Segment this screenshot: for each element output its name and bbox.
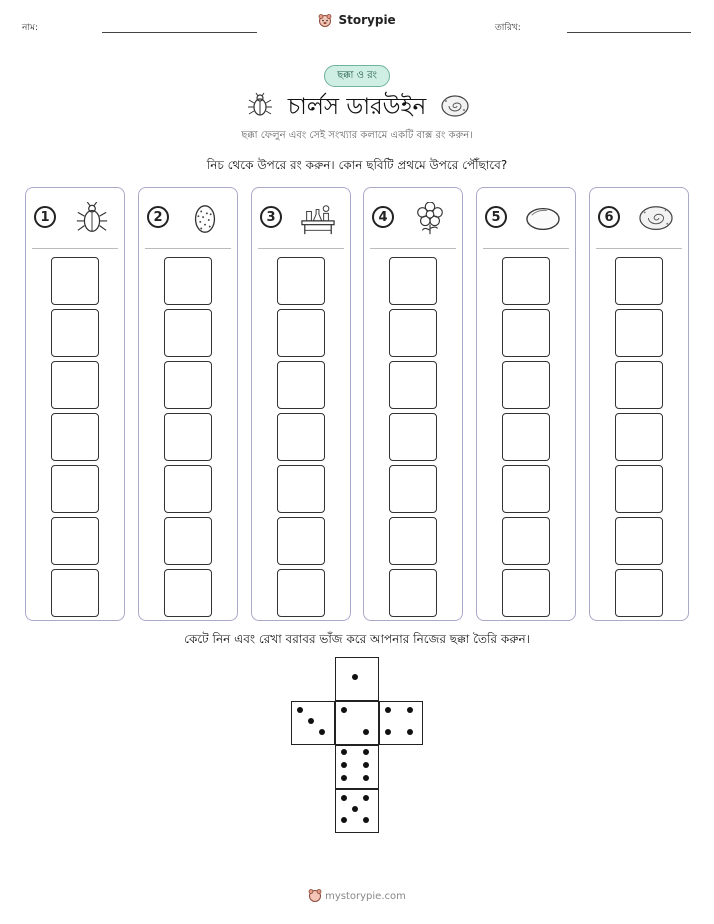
color-box[interactable] (51, 517, 99, 565)
color-box[interactable] (389, 569, 437, 617)
die-pip (352, 674, 358, 680)
die-pip (363, 795, 369, 801)
subtitle: ছক্কা ফেলুন এবং সেই সংখ্যার কলামে একটি বাক্স রং করুন। (241, 130, 473, 141)
color-box[interactable] (502, 465, 550, 513)
column-divider (483, 248, 569, 249)
die-pip (363, 749, 369, 755)
column-1 (25, 187, 125, 621)
page-title: চার্লস ডারউইন (287, 94, 427, 120)
color-box[interactable] (389, 257, 437, 305)
footer-url[interactable]: mystorypie.com (325, 891, 406, 902)
color-box[interactable] (164, 413, 212, 461)
color-box[interactable] (277, 569, 325, 617)
die-pip (341, 817, 347, 823)
color-box[interactable] (51, 413, 99, 461)
die-face-1 (335, 657, 379, 701)
color-box[interactable] (51, 569, 99, 617)
die-pip (341, 707, 347, 713)
color-box[interactable] (277, 413, 325, 461)
die-face-5 (335, 789, 379, 833)
column-5 (476, 187, 576, 621)
die-pip (363, 729, 369, 735)
die-pip (352, 806, 358, 812)
die-pip (363, 762, 369, 768)
lab-table-icon (298, 202, 338, 236)
color-box[interactable] (277, 465, 325, 513)
color-box[interactable] (615, 257, 663, 305)
die-pip (341, 795, 347, 801)
cut-instruction: কেটে নিন এবং রেখা বরাবর ভাঁজ করে আপনার নিজের ছক্কা তৈরি করুন। (184, 632, 530, 646)
die-pip (385, 707, 391, 713)
die-face-4 (379, 701, 423, 745)
color-box[interactable] (502, 569, 550, 617)
color-box[interactable] (615, 517, 663, 565)
color-box[interactable] (277, 517, 325, 565)
column-4 (363, 187, 463, 621)
name-label: নাম: (22, 23, 39, 33)
color-box[interactable] (164, 309, 212, 357)
name-field-line[interactable] (102, 32, 257, 33)
die-pip (363, 817, 369, 823)
activity-badge: ছক্কা ও রং (324, 65, 390, 87)
die-pip (341, 749, 347, 755)
brand-name: Storypie (338, 13, 396, 27)
die-face-2 (335, 701, 379, 745)
color-box[interactable] (502, 517, 550, 565)
die-face-3 (291, 701, 335, 745)
die-pip (385, 729, 391, 735)
color-box[interactable] (277, 361, 325, 409)
die-pip (341, 775, 347, 781)
column-number: 3 (260, 206, 282, 228)
die-face-6 (335, 745, 379, 789)
column-number: 5 (485, 206, 507, 228)
color-box[interactable] (277, 309, 325, 357)
date-label: তারিখ: (495, 23, 521, 33)
die-pip (363, 775, 369, 781)
color-box[interactable] (389, 413, 437, 461)
beetle-icon (72, 202, 112, 236)
color-box[interactable] (502, 361, 550, 409)
color-box[interactable] (277, 257, 325, 305)
column-number: 1 (34, 206, 56, 228)
color-box[interactable] (164, 465, 212, 513)
color-box[interactable] (389, 361, 437, 409)
column-number: 2 (147, 206, 169, 228)
color-box[interactable] (502, 309, 550, 357)
pebble-icon (523, 202, 563, 236)
color-box[interactable] (389, 465, 437, 513)
color-box[interactable] (164, 361, 212, 409)
column-number: 6 (598, 206, 620, 228)
color-box[interactable] (615, 569, 663, 617)
column-divider (370, 248, 456, 249)
date-field-line[interactable] (567, 32, 691, 33)
color-box[interactable] (51, 309, 99, 357)
fossil-icon (440, 93, 470, 119)
column-divider (258, 248, 344, 249)
color-box[interactable] (164, 569, 212, 617)
die-pip (407, 729, 413, 735)
brand-header (0, 13, 714, 27)
color-box[interactable] (164, 257, 212, 305)
color-box[interactable] (51, 257, 99, 305)
column-6 (589, 187, 689, 621)
color-box[interactable] (389, 517, 437, 565)
footer (0, 888, 714, 902)
color-box[interactable] (51, 465, 99, 513)
column-2 (138, 187, 238, 621)
color-box[interactable] (502, 257, 550, 305)
color-box[interactable] (615, 465, 663, 513)
flower-icon (410, 202, 450, 236)
column-divider (32, 248, 118, 249)
color-box[interactable] (389, 309, 437, 357)
color-box[interactable] (51, 361, 99, 409)
column-divider (596, 248, 682, 249)
egg-icon (185, 202, 225, 236)
color-box[interactable] (164, 517, 212, 565)
column-number: 4 (372, 206, 394, 228)
column-3 (251, 187, 351, 621)
die-pip (341, 762, 347, 768)
column-divider (145, 248, 231, 249)
storypie-footer-logo-icon (308, 888, 322, 902)
instruction-text: নিচ থেকে উপরে রং করুন। কোন ছবিটি প্রথমে উপরে পৌঁছাবে? (206, 158, 508, 172)
color-box[interactable] (615, 361, 663, 409)
color-box[interactable] (502, 413, 550, 461)
die-pip (407, 707, 413, 713)
color-box[interactable] (615, 309, 663, 357)
fossil-icon (636, 202, 676, 236)
color-box[interactable] (615, 413, 663, 461)
die-pip (297, 707, 303, 713)
die-pip (308, 718, 314, 724)
storypie-logo-icon (318, 13, 332, 27)
die-pip (319, 729, 325, 735)
